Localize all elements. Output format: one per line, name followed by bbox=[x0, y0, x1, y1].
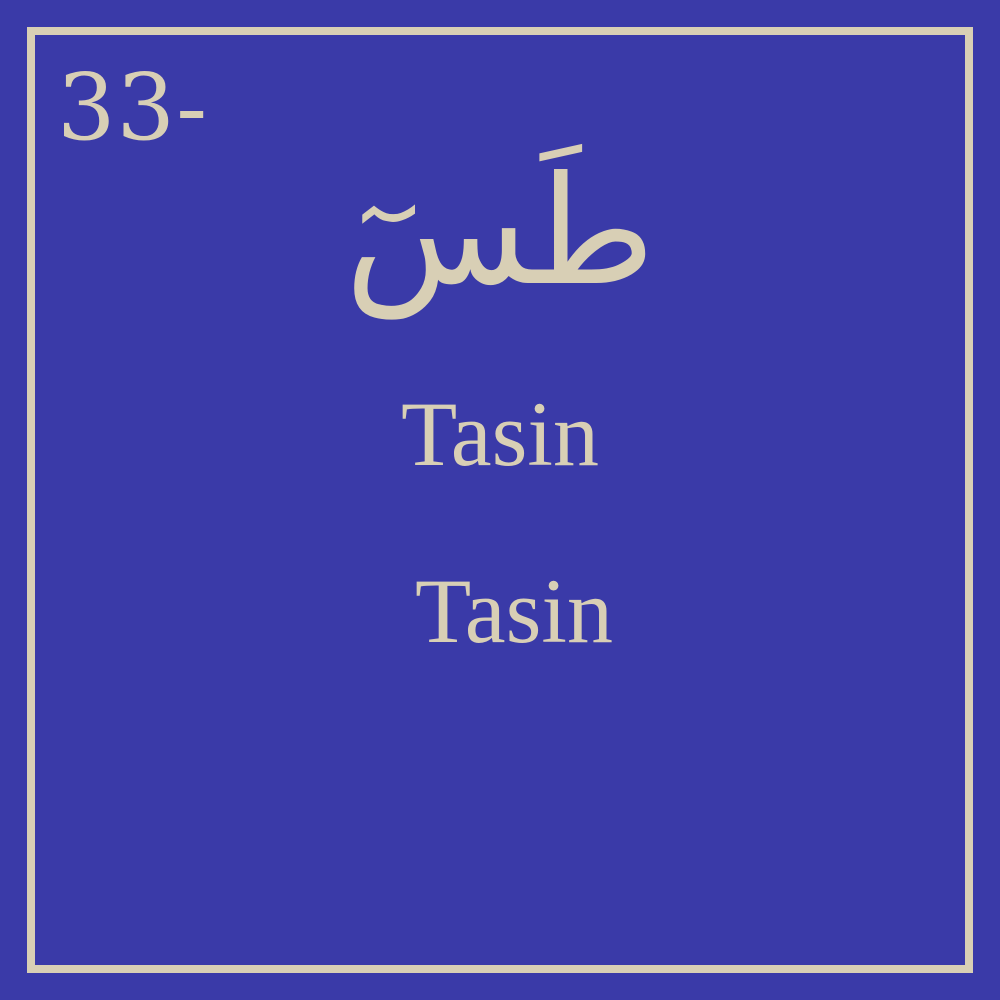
card-number: 33- bbox=[57, 54, 209, 161]
translation-text: Tasin bbox=[415, 560, 613, 662]
arabic-word: طَسٓ bbox=[344, 145, 656, 319]
transliteration-text: Tasin bbox=[401, 383, 599, 485]
